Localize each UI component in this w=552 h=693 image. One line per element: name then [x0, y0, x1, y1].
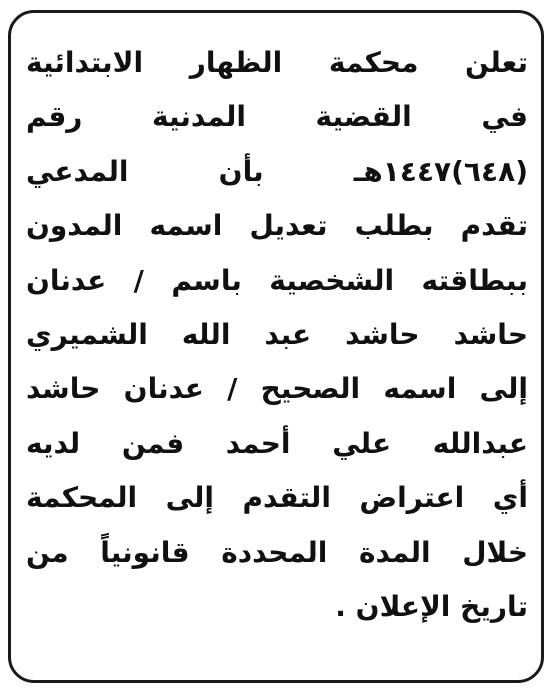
notice-line-1: تعلن محكمة الظهار الابتدائية: [26, 46, 528, 79]
notice-line-10: خلال المدة المحددة قانونياً من: [26, 535, 528, 569]
notice-body: [26, 36, 528, 634]
notice-line-5: ببطاقته الشخصية باسم / عدنان: [26, 263, 528, 297]
notice-line-7: إلى اسمه الصحيح / عدنان حاشد: [26, 372, 528, 406]
notice-line-11: تاريخ الإعلان .: [335, 589, 528, 623]
notice-line-2: في القضية المدنية رقم: [26, 100, 528, 134]
notice-line-9: أي اعتراض التقدم إلى المحكمة: [26, 481, 528, 515]
notice-line-8: عبدالله علي أحمد فمن لديه: [26, 426, 528, 460]
notice-line-6: حاشد حاشد عبد الله الشميري: [26, 317, 528, 351]
notice-line-4: تقدم بطلب تعديل اسمه المدون: [26, 209, 528, 243]
notice-line-3: (٦٤٨)١٤٤٧هـ بأن المدعي: [26, 154, 528, 188]
